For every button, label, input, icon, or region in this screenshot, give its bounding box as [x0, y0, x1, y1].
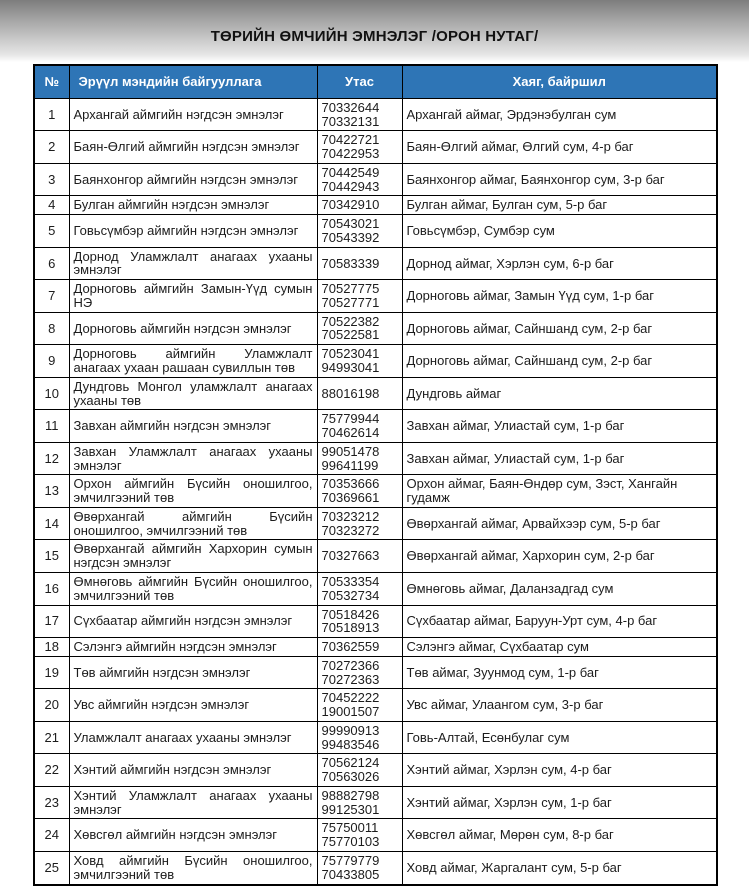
phone-number: 70462614 — [321, 425, 380, 441]
organization-cell: Дорноговь аймгийн нэгдсэн эмнэлэг — [69, 312, 317, 345]
phone-number: 70342910 — [321, 197, 380, 213]
row-number-cell: 22 — [34, 754, 69, 787]
phone-number: 70362559 — [321, 639, 380, 655]
phone-number: 70562124 — [321, 755, 380, 771]
phone-number: 99483546 — [321, 736, 380, 752]
phone-number: 19001507 — [321, 704, 380, 720]
address-cell: Дорноговь аймаг, Сайншанд сум, 2-р баг — [402, 345, 717, 378]
table-row — [34, 507, 717, 540]
row-number-cell: 6 — [34, 247, 69, 280]
phone-number: 99990913 — [321, 722, 380, 738]
phone-number: 70583339 — [321, 255, 380, 271]
phone-number: 70527771 — [321, 294, 380, 310]
phone-number: 70442549 — [321, 164, 380, 180]
row-number-cell: 20 — [34, 689, 69, 722]
phone-cell — [317, 131, 402, 164]
phone-cell — [317, 345, 402, 378]
organization-cell: Баянхонгор аймгийн нэгдсэн эмнэлэг — [69, 163, 317, 196]
phone-cell — [317, 689, 402, 722]
phone-number: 70532734 — [321, 587, 380, 603]
phone-number: 70563026 — [321, 769, 380, 785]
table-row — [34, 345, 717, 378]
phone-number: 70533354 — [321, 573, 380, 589]
phone-cell — [317, 507, 402, 540]
phone-number: 70332644 — [321, 99, 380, 115]
phone-cell — [317, 475, 402, 508]
table-row — [34, 540, 717, 573]
row-number-cell: 19 — [34, 656, 69, 689]
row-number-cell: 9 — [34, 345, 69, 378]
row-number-cell: 11 — [34, 410, 69, 443]
row-number-cell: 23 — [34, 786, 69, 819]
address-cell: Дундговь аймаг — [402, 377, 717, 410]
phone-cell — [317, 605, 402, 638]
row-number-cell: 18 — [34, 638, 69, 657]
table-row — [34, 656, 717, 689]
table-body — [34, 98, 717, 884]
phone-number: 70518913 — [321, 620, 380, 636]
organization-cell: Дорноговь аймгийн Замын-Үүд сумын НЭ — [69, 280, 317, 313]
header-cell-number: № — [34, 65, 69, 98]
header-cell-organization: Эрүүл мэндийн байгууллага — [69, 65, 317, 98]
table-row — [34, 163, 717, 196]
organization-cell: Сэлэнгэ аймгийн нэгдсэн эмнэлэг — [69, 638, 317, 657]
phone-cell — [317, 754, 402, 787]
address-cell: Төв аймаг, Зуунмод сум, 1-р баг — [402, 656, 717, 689]
address-cell: Булган аймаг, Булган сум, 5-р баг — [402, 196, 717, 215]
phone-cell — [317, 572, 402, 605]
phone-cell — [317, 410, 402, 443]
table-row — [34, 754, 717, 787]
organization-cell: Увс аймгийн нэгдсэн эмнэлэг — [69, 689, 317, 722]
table-header-row — [34, 65, 717, 98]
table-row — [34, 280, 717, 313]
row-number-cell: 8 — [34, 312, 69, 345]
row-number-cell: 5 — [34, 215, 69, 248]
row-number-cell: 1 — [34, 98, 69, 131]
phone-number: 70353666 — [321, 476, 380, 492]
table-row — [34, 605, 717, 638]
row-number-cell: 4 — [34, 196, 69, 215]
organization-cell: Булган аймгийн нэгдсэн эмнэлэг — [69, 196, 317, 215]
address-cell: Баянхонгор аймаг, Баянхонгор сум, 3-р баг — [402, 163, 717, 196]
phone-number: 70527775 — [321, 281, 380, 297]
table-row — [34, 638, 717, 657]
row-number-cell: 17 — [34, 605, 69, 638]
phone-number: 70518426 — [321, 606, 380, 622]
row-number-cell: 2 — [34, 131, 69, 164]
row-number-cell: 15 — [34, 540, 69, 573]
organization-cell: Төв аймгийн нэгдсэн эмнэлэг — [69, 656, 317, 689]
organization-cell: Завхан аймгийн нэгдсэн эмнэлэг — [69, 410, 317, 443]
phone-number: 70433805 — [321, 866, 380, 882]
table-row — [34, 98, 717, 131]
row-number-cell: 16 — [34, 572, 69, 605]
phone-cell — [317, 786, 402, 819]
organization-cell: Хэнтий аймгийн нэгдсэн эмнэлэг — [69, 754, 317, 787]
table-row — [34, 442, 717, 475]
address-cell: Завхан аймаг, Улиастай сум, 1-р баг — [402, 442, 717, 475]
phone-number: 70272366 — [321, 657, 380, 673]
header-cell-phone: Утас — [317, 65, 402, 98]
phone-number: 88016198 — [321, 385, 380, 401]
address-cell: Өвөрхангай аймаг, Хархорин сум, 2-р баг — [402, 540, 717, 573]
table-row — [34, 312, 717, 345]
organization-cell: Сүхбаатар аймгийн нэгдсэн эмнэлэг — [69, 605, 317, 638]
phone-number: 70543392 — [321, 229, 380, 245]
address-cell: Дорноговь аймаг, Сайншанд сум, 2-р баг — [402, 312, 717, 345]
phone-cell — [317, 247, 402, 280]
organization-cell: Өмнөговь аймгийн Бүсийн оношилгоо, эмчилгээний төв — [69, 572, 317, 605]
row-number-cell: 10 — [34, 377, 69, 410]
table-row — [34, 196, 717, 215]
organization-cell: Хэнтий Уламжлалт анагаах ухааны эмнэлэг — [69, 786, 317, 819]
phone-cell — [317, 442, 402, 475]
phone-cell — [317, 163, 402, 196]
address-cell: Архангай аймаг, Эрдэнэбулган сум — [402, 98, 717, 131]
organization-cell: Өвөрхангай аймгийн Хархорин сумын нэгдсэн эмнэлэг — [69, 540, 317, 573]
table-row — [34, 572, 717, 605]
row-number-cell: 14 — [34, 507, 69, 540]
organization-cell: Дорнод Уламжлалт анагаах ухааны эмнэлэг — [69, 247, 317, 280]
address-cell: Говьсүмбэр, Сумбэр сум — [402, 215, 717, 248]
row-number-cell: 12 — [34, 442, 69, 475]
phone-number: 75770103 — [321, 834, 380, 850]
table-row — [34, 721, 717, 754]
phone-number: 75779944 — [321, 411, 380, 427]
phone-number: 70522581 — [321, 327, 380, 343]
row-number-cell: 7 — [34, 280, 69, 313]
phone-number: 70543021 — [321, 216, 380, 232]
hospitals-table — [33, 64, 718, 886]
organization-cell: Архангай аймгийн нэгдсэн эмнэлэг — [69, 98, 317, 131]
organization-cell: Дундговь Монгол уламжлалт анагаах ухааны төв — [69, 377, 317, 410]
table-row — [34, 475, 717, 508]
row-number-cell: 21 — [34, 721, 69, 754]
table-row — [34, 377, 717, 410]
row-number-cell: 24 — [34, 819, 69, 852]
address-cell: Говь-Алтай, Есөнбулаг сум — [402, 721, 717, 754]
address-cell: Өмнөговь аймаг, Даланзадгад сум — [402, 572, 717, 605]
row-number-cell: 25 — [34, 851, 69, 884]
phone-number: 75750011 — [321, 820, 379, 836]
phone-cell — [317, 819, 402, 852]
phone-cell — [317, 280, 402, 313]
address-cell: Сэлэнгэ аймаг, Сүхбаатар сум — [402, 638, 717, 657]
organization-cell: Дорноговь аймгийн Уламжлалт анагаах ухаан рашаан сувиллын төв — [69, 345, 317, 378]
table-row — [34, 131, 717, 164]
phone-cell — [317, 98, 402, 131]
address-cell: Өвөрхангай аймаг, Арвайхээр сум, 5-р баг — [402, 507, 717, 540]
phone-number: 98882798 — [321, 787, 380, 803]
organization-cell: Хөвсгөл аймгийн нэгдсэн эмнэлэг — [69, 819, 317, 852]
address-cell: Сүхбаатар аймаг, Баруун-Урт сум, 4-р баг — [402, 605, 717, 638]
organization-cell: Говьсүмбэр аймгийн нэгдсэн эмнэлэг — [69, 215, 317, 248]
organization-cell: Орхон аймгийн Бүсийн оношилгоо, эмчилгээний төв — [69, 475, 317, 508]
address-cell: Ховд аймаг, Жаргалант сум, 5-р баг — [402, 851, 717, 884]
address-cell: Орхон аймаг, Баян-Өндөр сум, Зэст, Хангайн гудамж — [402, 475, 717, 508]
table-row — [34, 851, 717, 884]
phone-cell — [317, 638, 402, 657]
phone-cell — [317, 196, 402, 215]
header-cell-address: Хаяг, байршил — [402, 65, 717, 98]
phone-cell — [317, 215, 402, 248]
address-cell: Увс аймаг, Улаангом сум, 3-р баг — [402, 689, 717, 722]
phone-cell — [317, 656, 402, 689]
table-row — [34, 215, 717, 248]
address-cell: Завхан аймаг, Улиастай сум, 1-р баг — [402, 410, 717, 443]
phone-number: 99125301 — [321, 801, 380, 817]
phone-cell — [317, 540, 402, 573]
organization-cell: Ховд аймгийн Бүсийн оношилгоо, эмчилгээний төв — [69, 851, 317, 884]
table-row — [34, 819, 717, 852]
phone-number: 70442943 — [321, 178, 380, 194]
row-number-cell: 3 — [34, 163, 69, 196]
phone-number: 70332131 — [321, 113, 380, 129]
phone-number: 70452222 — [321, 690, 380, 706]
table-row — [34, 247, 717, 280]
phone-number: 70323272 — [321, 522, 380, 538]
table-row — [34, 786, 717, 819]
address-cell: Баян-Өлгий аймаг, Өлгий сум, 4-р баг — [402, 131, 717, 164]
phone-cell — [317, 721, 402, 754]
phone-cell — [317, 851, 402, 884]
phone-number: 94993041 — [321, 360, 380, 376]
phone-number: 70422721 — [321, 132, 380, 148]
table-row — [34, 689, 717, 722]
phone-number: 70422953 — [321, 146, 380, 162]
phone-number: 70369661 — [321, 490, 380, 506]
phone-number: 99641199 — [321, 457, 379, 473]
phone-number: 99051478 — [321, 443, 380, 459]
row-number-cell: 13 — [34, 475, 69, 508]
organization-cell: Баян-Өлгий аймгийн нэгдсэн эмнэлэг — [69, 131, 317, 164]
phone-cell — [317, 377, 402, 410]
page-title: ТӨРИЙН ӨМЧИЙН ЭМНЭЛЭГ /ОРОН НУТАГ/ — [210, 28, 539, 45]
phone-number: 70523041 — [321, 346, 380, 362]
address-cell: Хэнтий аймаг, Хэрлэн сум, 1-р баг — [402, 786, 717, 819]
phone-cell — [317, 312, 402, 345]
address-cell: Дорноговь аймаг, Замын Үүд сум, 1-р баг — [402, 280, 717, 313]
phone-number: 70327663 — [321, 548, 380, 564]
address-cell: Дорнод аймаг, Хэрлэн сум, 6-р баг — [402, 247, 717, 280]
phone-number: 70323212 — [321, 508, 380, 524]
phone-number: 70272363 — [321, 671, 380, 687]
phone-number: 70522382 — [321, 313, 380, 329]
organization-cell: Уламжлалт анагаах ухааны эмнэлэг — [69, 721, 317, 754]
phone-number: 75779779 — [321, 852, 380, 868]
organization-cell: Завхан Уламжлалт анагаах ухааны эмнэлэг — [69, 442, 317, 475]
address-cell: Хэнтий аймаг, Хэрлэн сум, 4-р баг — [402, 754, 717, 787]
organization-cell: Өвөрхангай аймгийн Бүсийн оношилгоо, эмчилгээний төв — [69, 507, 317, 540]
table-row — [34, 410, 717, 443]
address-cell: Хөвсгөл аймаг, Мөрөн сум, 8-р баг — [402, 819, 717, 852]
